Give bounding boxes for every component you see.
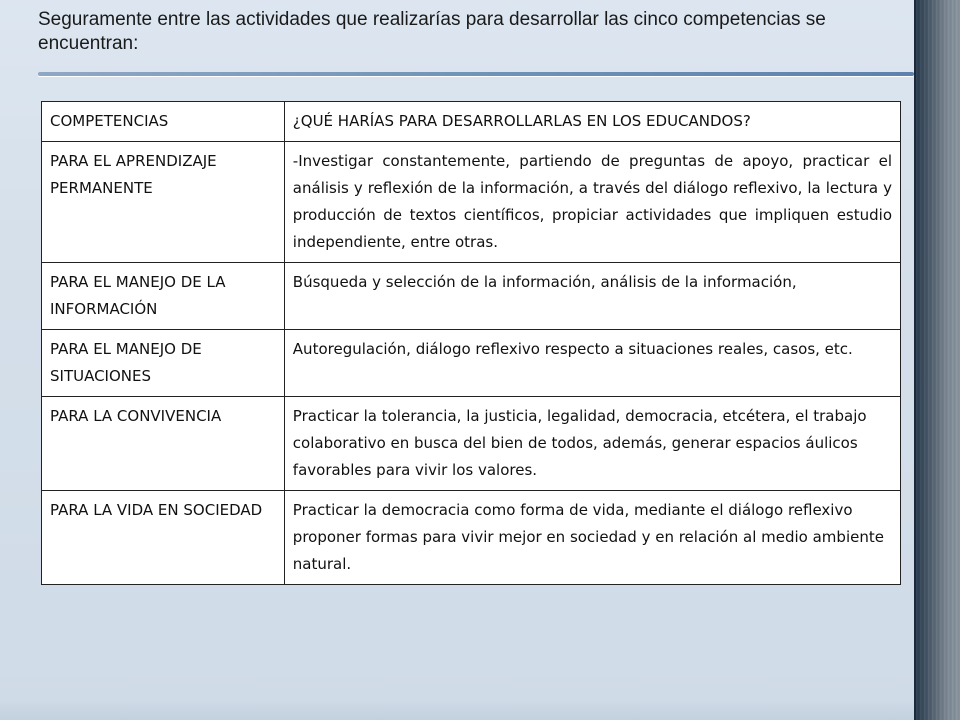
competencias-table — [41, 101, 901, 585]
table-row — [42, 330, 901, 397]
bottom-shade — [0, 700, 914, 720]
competencia-cell: PARA LA CONVIVENCIA — [42, 397, 285, 491]
actividades-cell: Practicar la tolerancia, la justicia, legalidad, democracia, etcétera, el trabajo colaborativo en busca del bien de todos, además, generar espacios áulicos favorables para vivir los valores. — [284, 397, 900, 491]
actividades-cell: Practicar la democracia como forma de vida, mediante el diálogo reflexivo proponer formas para vivir mejor en sociedad y en relación al medio ambiente natural. — [284, 491, 900, 585]
table-row — [42, 491, 901, 585]
competencia-cell: PARA EL MANEJO DE LA INFORMACIÓN — [42, 263, 285, 330]
title-underline — [38, 72, 914, 76]
actividades-cell: Búsqueda y selección de la información, análisis de la información, — [284, 263, 900, 330]
competencia-cell: PARA EL APRENDIZAJE PERMANENTE — [42, 142, 285, 263]
competencia-cell: PARA LA VIDA EN SOCIEDAD — [42, 491, 285, 585]
table-header-row — [42, 102, 901, 142]
table-row — [42, 263, 901, 330]
right-frame-border — [914, 0, 960, 720]
slide-heading: Seguramente entre las actividades que realizarías para desarrollar las cinco competencias se encuentran: — [38, 9, 826, 54]
competencia-cell: PARA EL MANEJO DE SITUACIONES — [42, 330, 285, 397]
header-competencias: COMPETENCIAS — [42, 102, 285, 142]
table-row — [42, 397, 901, 491]
table-row — [42, 142, 901, 263]
actividades-cell: -Investigar constantemente, partiendo de preguntas de apoyo, practicar el análisis y reflexión de la información, a través del diálogo reflexivo, la lectura y producción de textos científicos, propiciar actividades que impliquen estudio independiente, entre otras. — [284, 142, 900, 263]
actividades-cell: Autoregulación, diálogo reflexivo respecto a situaciones reales, casos, etc. — [284, 330, 900, 397]
header-que-harias: ¿QUÉ HARÍAS PARA DESARROLLARLAS EN LOS EDUCANDOS? — [284, 102, 900, 142]
